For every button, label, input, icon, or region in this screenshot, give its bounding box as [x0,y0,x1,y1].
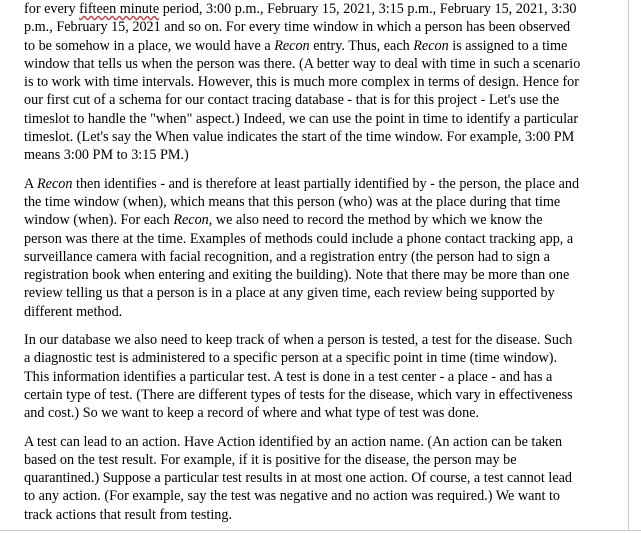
text-line [24,506,604,524]
text-line [24,331,604,349]
text-run: certain type of test. (There are different types of tests for the disease, which vary in effectiveness [24,386,573,403]
paragraph [24,433,604,524]
text-run: quarantined.) Suppose a particular test results in at most one action. Of course, a test cannot lead [24,470,573,487]
text-line [24,175,604,193]
text-line [24,284,604,302]
text-line [24,368,604,386]
text-line [24,146,604,164]
text-run: A [24,175,38,192]
text-run: is assigned to a time [448,37,568,54]
text-run: timeslot. (Let's say the When value indicates the start of the time window. For example, 3:00 PM [24,129,575,146]
text-line [24,303,604,321]
text-run: and cost.) So we want to keep a record of where and what type of test was done. [24,405,480,422]
text-run: In our database we also need to keep track of when a person is tested, a test for the disease. Such [24,332,573,349]
text-line [24,230,604,248]
text-line [24,55,604,73]
text-run: A test can lead to an action. Have Action identified by an action name. (An action can be taken [24,433,563,450]
text-run: the time window (when), which means that this person (who) was at the place during that time [24,193,561,210]
italic-term: Recon [413,37,449,54]
paragraph [24,0,604,165]
text-line [24,73,604,91]
text-run: different method. [24,303,123,320]
text-line [24,110,604,128]
text-run: window that tells us when the person was there. (A better way to deal with time in such a scenario [24,55,581,72]
text-run: then identifies - and is therefore at least partially identified by - the person, the place and [72,175,580,192]
text-run: p.m., February 15, 2021 and so on. For every time window in which a person has been observed [24,19,571,36]
text-line [24,487,604,505]
text-run: based on the test result. For example, if it is positive for the disease, the person may be [24,451,517,468]
paragraph [24,331,604,422]
text-run: for every [24,1,80,17]
text-line [24,349,604,367]
text-run: is to work with time intervals. However, this is much more complex in terms of design. Hence for [24,74,579,91]
text-line [24,469,604,487]
text-run: review telling us that a person is in a place at any given time, each review being supported by [24,285,555,302]
text-run: registration book when entering and exiting the building). Note that there may be more than one [24,267,570,284]
text-run: window (when). For each [24,212,174,229]
text-run: we also need to record the method by which we know the [212,212,543,229]
text-line [24,386,604,404]
text-run: a diagnostic test is administered to a specific person at a specific point in time (time window). [24,350,558,367]
text-line [24,266,604,284]
text-line [24,37,604,55]
text-run: to any action. (For example, say the test was negative and no action was required.) We want to [24,488,560,505]
text-run: This information identifies a particular test. A test is done in a test center - a place - and has a [24,368,553,385]
paragraph [24,175,604,321]
spellcheck-flagged-text: fifteen minute [79,1,160,17]
page-edge-right [628,0,629,530]
text-run: entry. Thus, each [309,37,414,54]
text-line [24,451,604,469]
italic-term: Recon [37,175,73,192]
text-run: period, 3:00 p.m., February 15, 2021, 3:15 p.m., February 15, 2021, 3:30 [159,1,577,17]
text-line [24,404,604,422]
text-line [24,128,604,146]
text-run: track actions that result from testing. [24,506,233,523]
text-run: to be somehow in a place, we would have a [24,37,275,54]
text-line [24,18,604,36]
text-line [24,248,604,266]
text-run: surveillance camera with facial recognition, and a registration entry (the person had to sign a [24,248,550,265]
text-run: timeslot to handle the "when" aspect.) Indeed, we can use the point in time to identify a particular [24,110,579,127]
text-run: our first cut of a schema for our contact tracing database - that is for this project - Let's use the [24,92,560,109]
text-run: person was there at the time. Examples of methods could include a phone contact tracking app, a [24,230,574,247]
text-line [24,211,604,229]
text-run: means 3:00 PM to 3:15 PM.) [24,147,189,164]
italic-term: Recon [274,37,310,54]
text-line [24,91,604,109]
document-body[interactable] [24,0,604,534]
text-line [24,193,604,211]
italic-term: Recon, [173,212,213,229]
text-line [24,0,604,18]
text-line [24,433,604,451]
